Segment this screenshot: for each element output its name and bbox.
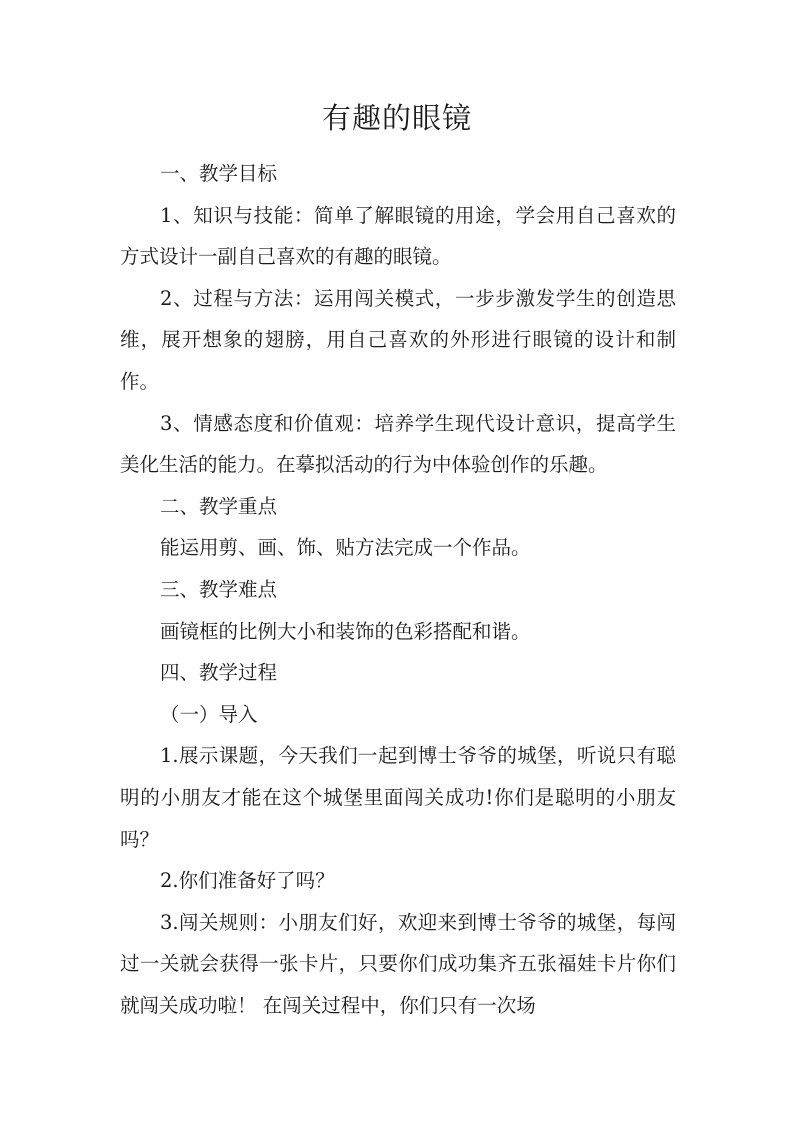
section-heading-process: 四、教学过程 (160, 661, 278, 685)
paragraph-intro-1: 1.展示课题，今天我们一起到博士爷爷的城堡，听说只有聪明的小朋友才能在这个城堡里面闯关成功!你们是聪明的小朋友吗？ (120, 744, 676, 851)
subsection-heading-intro: （一）导入 (160, 702, 258, 726)
document-title: 有趣的眼镜 (321, 101, 472, 135)
paragraph-key-points: 能运用剪、画、饰、贴方法完成一个作品。 (160, 536, 531, 560)
paragraph-difficulties: 画镜框的比例大小和装饰的色彩搭配和谐。 (160, 619, 531, 643)
section-heading-key-points: 二、教学重点 (160, 494, 278, 518)
paragraph-intro-2: 2.你们准备好了吗？ (160, 869, 335, 893)
paragraph-attitude-values: 3、情感态度和价值观：培养学生现代设计意识，提高学生美化生活的能力。在摹拟活动的行为中体验创作的乐趣。 (120, 411, 676, 477)
section-heading-difficulties: 三、教学难点 (160, 577, 278, 601)
paragraph-intro-3: 3.闯关规则：小朋友们好，欢迎来到博士爷爷的城堡，每闯过一关就会获得一张卡片，只要你们成功集齐五张福娃卡片你们就闯关成功啦！ 在闯关过程中，你们只有一次场 (120, 910, 676, 1017)
paragraph-knowledge-skills: 1、知识与技能：简单了解眼镜的用途，学会用自己喜欢的方式设计一副自己喜欢的有趣的眼镜。 (120, 203, 676, 269)
document-body (120, 153, 676, 1026)
paragraph-process-method: 2、过程与方法：运用闯关模式，一步步激发学生的创造思维，展开想象的翅膀，用自己喜欢的外形进行眼镜的设计和制作。 (120, 286, 676, 393)
section-heading-objectives: 一、教学目标 (160, 162, 278, 185)
